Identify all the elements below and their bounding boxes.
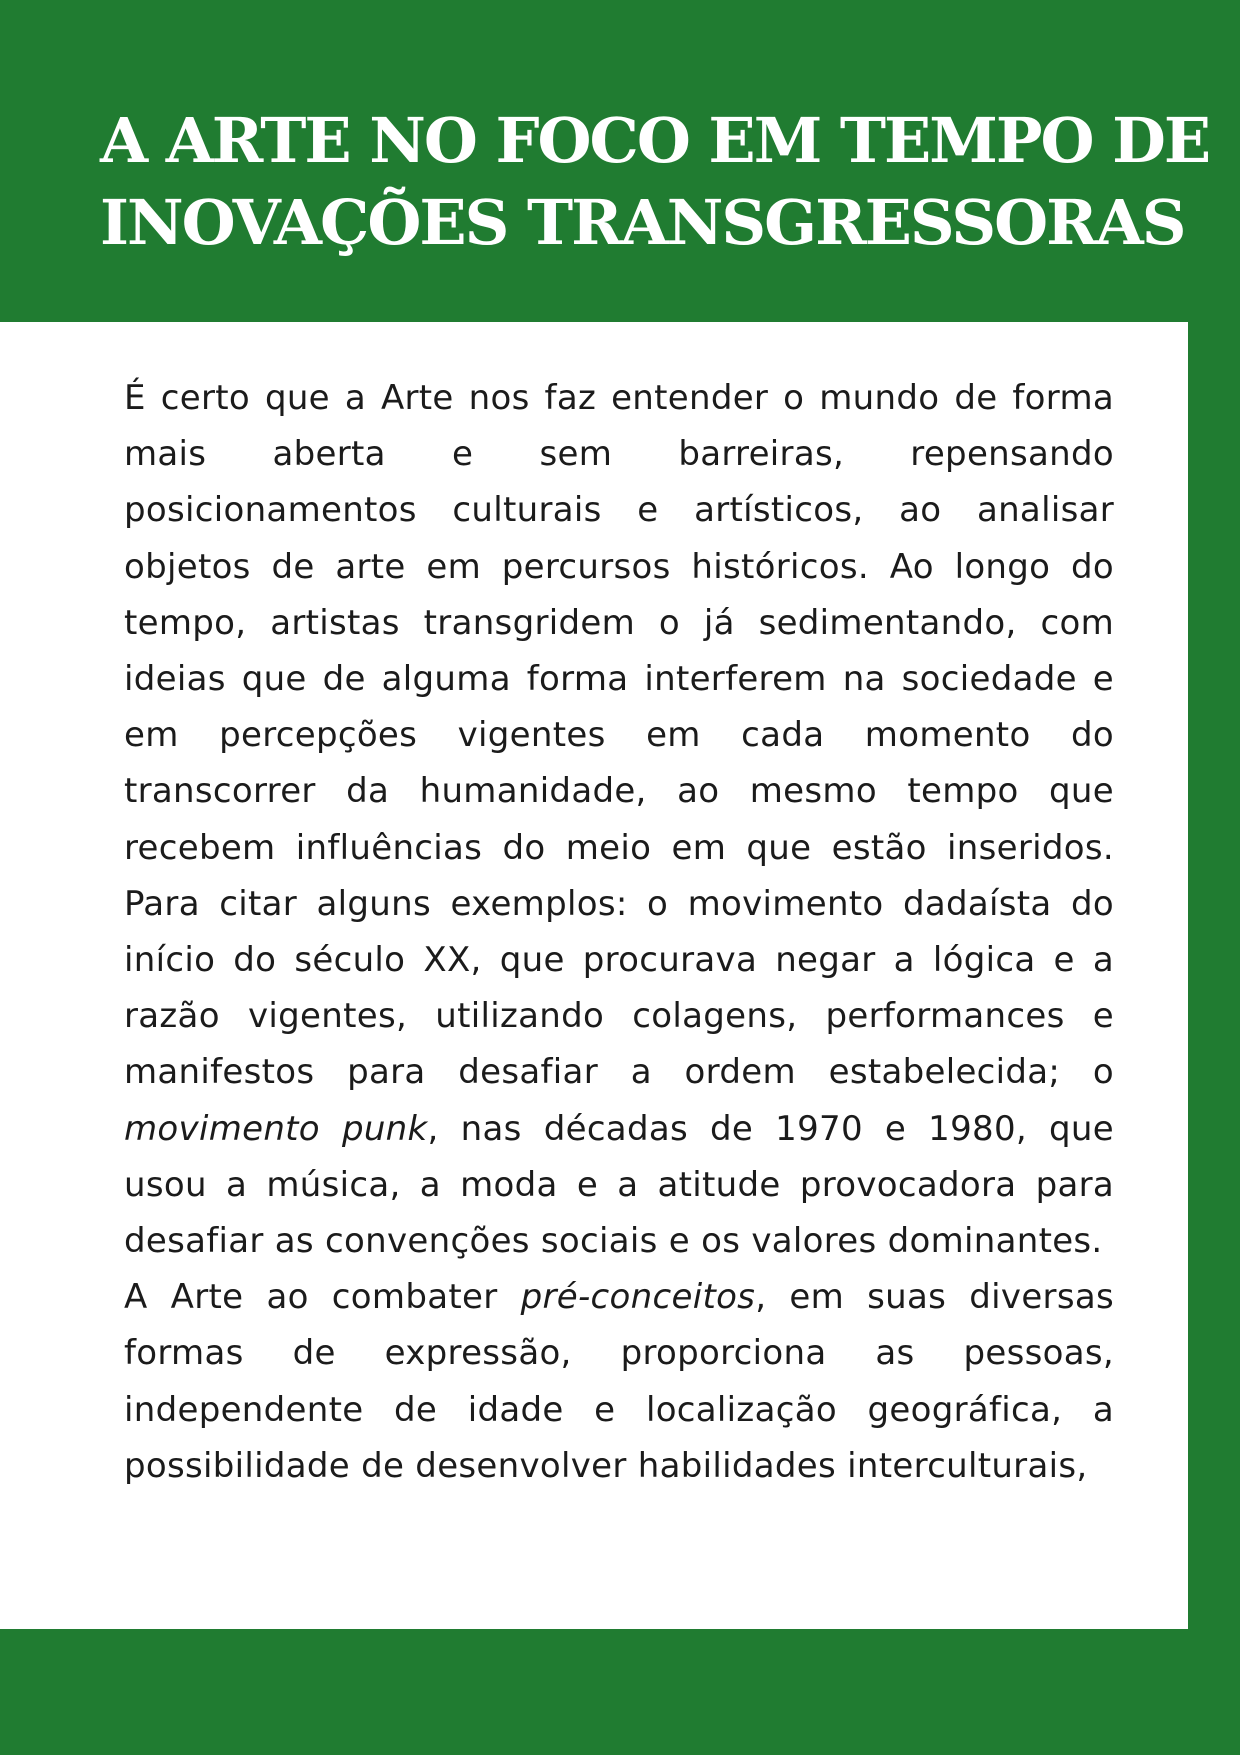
page-title-line-1: A ARTE NO FOCO EM TEMPO DE [100,104,1210,177]
paragraph-1-text-b: , nas décadas de 1970 e 1980, que usou a música, a moda e a atitude provocadora para desafiar as convenções sociais e os valores dominantes. [124,1108,1114,1262]
footer-band [0,1629,1240,1755]
page-title-line-2: INOVAÇÕES TRANSGRESSORAS [100,186,1185,259]
paragraph-1-text-a: É certo que a Arte nos faz entender o mundo de forma mais aberta e sem barreiras, repensando posicionamentos culturais e artísticos, ao analisar objetos de arte em percursos históricos. Ao longo do tempo, artistas transgridem o já sedimentando, com ideias que de alguma forma interferem na sociedade e em percepções vigentes em cada momento do transcorrer da humanidade, ao mesmo tempo que recebem influências do meio em que estão inseridos. Para citar alguns exemplos: o movimento dadaísta do início do século XX, que procurava negar a lógica e a razão vigentes, utilizando colagens, performances e manifestos para desafiar a ordem estabelecida; o [124,378,1114,1093]
paragraph-2-italic-term: pré-conceitos [520,1277,756,1318]
body-text [124,370,1114,1494]
page-title [100,100,1210,264]
content-card [0,322,1188,1629]
paragraph-1 [124,370,1114,1269]
paragraph-2-text-b: , em suas diversas formas de expressão, proporciona as pessoas, independente de idade e localização geográfica, a possibilidade de desenvolver habilidades interculturais, [124,1277,1114,1486]
paragraph-2-text-a: A Arte ao combater [124,1277,521,1318]
header-band [0,0,1240,322]
paragraph-2 [124,1269,1114,1494]
paragraph-1-italic-term: movimento punk [124,1108,428,1149]
